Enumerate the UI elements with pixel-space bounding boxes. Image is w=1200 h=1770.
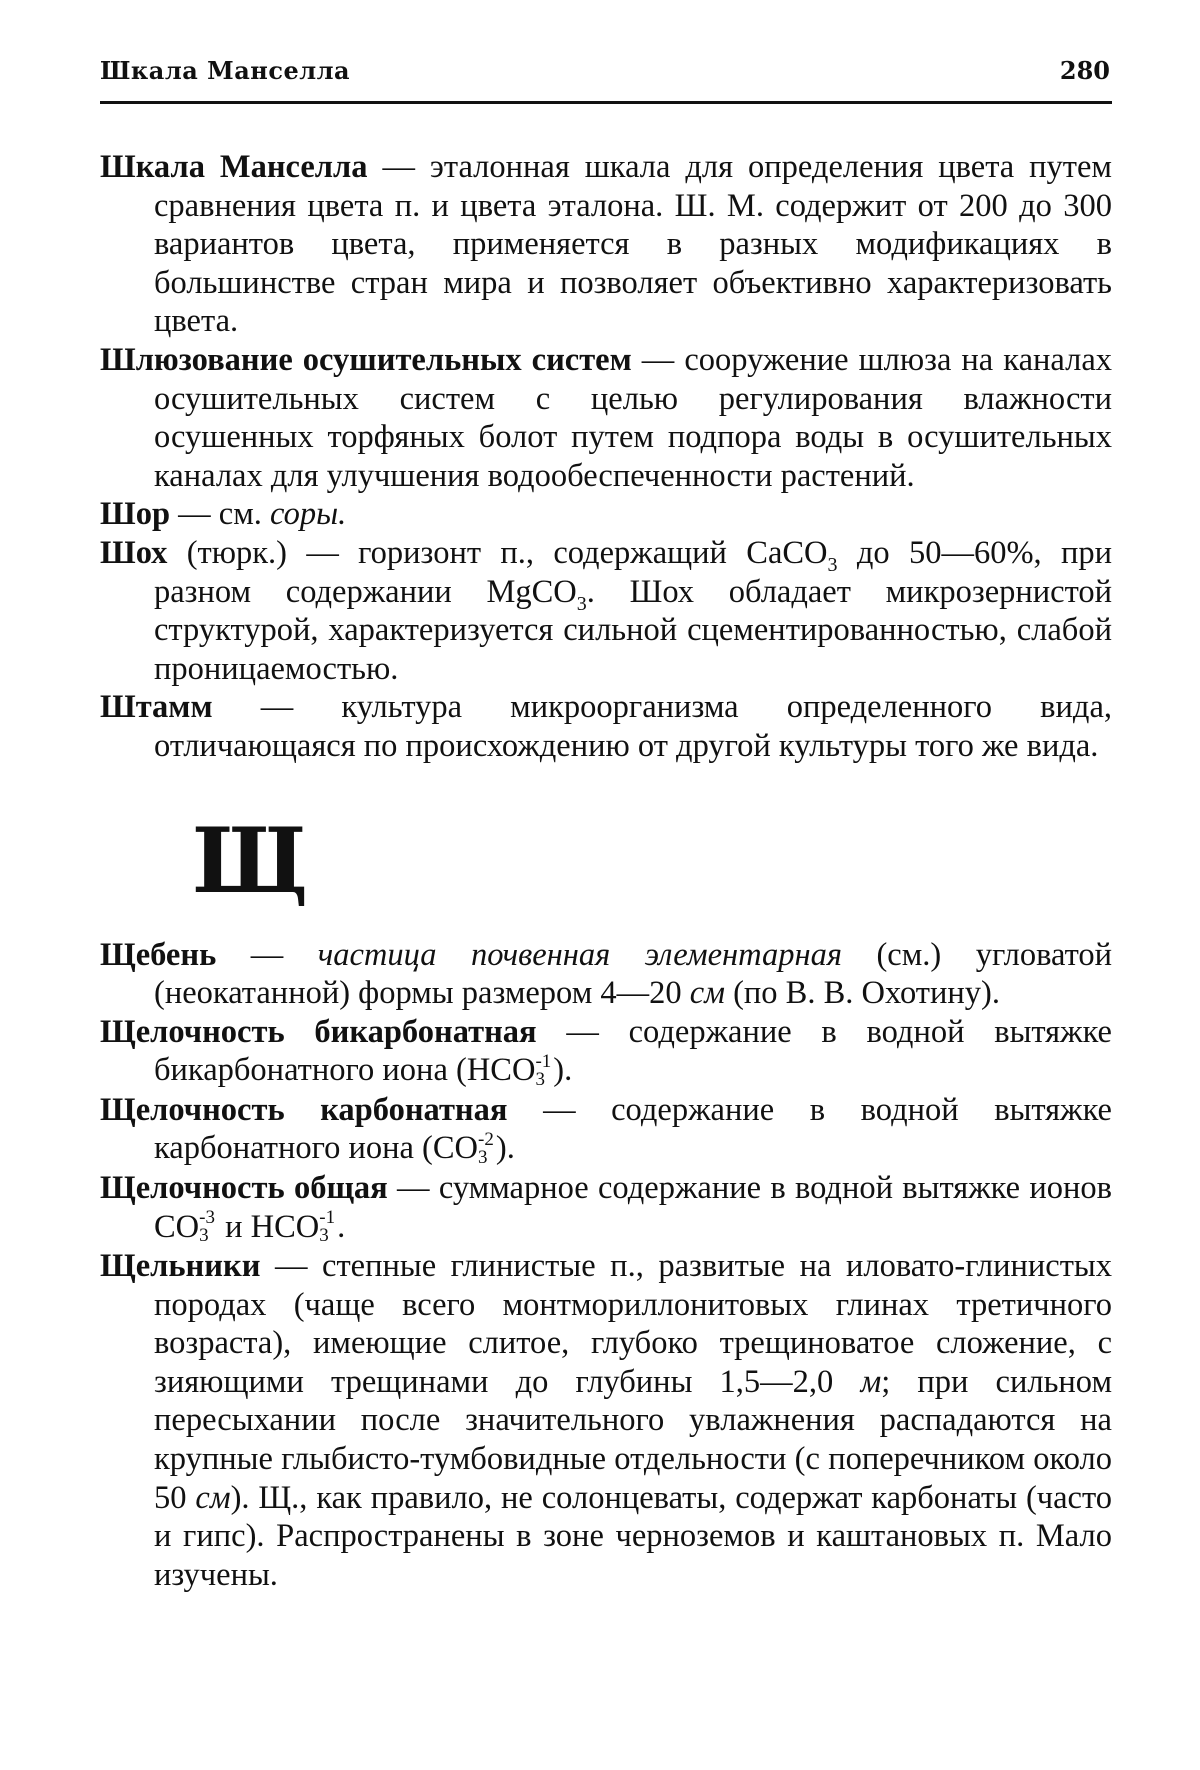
entry-text: (тюрк.) — горизонт п., содержащий CaCO <box>167 534 828 571</box>
entry-term: Щелочность карбонатная <box>100 1091 508 1128</box>
subscript: 3 <box>827 553 838 576</box>
entry-text: — культура микроорганизма определенного вида, отличающаяся по происхождению от другой культуры того же вида. <box>154 689 1112 764</box>
entry-term: Шох <box>100 534 168 571</box>
entry-text: — суммарное содержание в водной вытяжке ионов CO <box>154 1169 1112 1245</box>
cross-reference: частица почвенная элементарная <box>317 936 842 973</box>
entry-term: Щебень <box>100 936 217 973</box>
entry-term: Шлюзование осушительных систем <box>100 341 632 378</box>
entry-text: ). <box>553 1052 573 1089</box>
subscript: 3 <box>319 1225 329 1247</box>
cross-reference: соры. <box>270 496 347 533</box>
entry-shchelniki <box>100 1247 1112 1594</box>
dictionary-entries <box>100 148 1112 1594</box>
page-number: 280 <box>1059 56 1110 85</box>
entry-sluicing <box>100 341 1112 495</box>
entry-term: Шор <box>100 496 171 533</box>
entry-text: . <box>337 1208 346 1245</box>
unit: см <box>195 1479 231 1516</box>
sub-sup-stack <box>535 1050 552 1090</box>
entry-text: (см.) угловатой (неокатанной) формы размером 4—20 <box>154 936 1113 1012</box>
entry-strain <box>100 688 1112 765</box>
superscript: -2 <box>478 1128 494 1150</box>
entry-term: Штамм <box>100 689 213 726</box>
header-rule <box>100 101 1112 104</box>
superscript: -1 <box>535 1050 552 1072</box>
sub-sup-stack <box>319 1209 335 1245</box>
entry-text: — степные глинистые п., развитые на иловато-глинистых породах (чаще всего монтмориллонитовых глинах третичного возраста), имеющие слитое, глубоко трещиноватое сложение, с зияющими трещинами до глубины 1,5—2,0 <box>154 1248 1112 1400</box>
superscript: -3 <box>199 1207 215 1229</box>
entry-bicarbonate-alkalinity <box>100 1013 1112 1091</box>
entry-term: Щельники <box>100 1248 261 1285</box>
entry-text: . Шох обладает микрозернистой структурой, характеризуется сильной сцементированностью, слабой проницаемостью. <box>154 573 1112 687</box>
entry-text: до 50—60%, при разном содержании MgCO <box>154 534 1112 610</box>
subscript: 3 <box>478 1146 488 1168</box>
entry-text: ; при сильном пересыхании после значительного увлажнения распадаются на крупные глыбисто-тумбовидные отдельности (с поперечником около 50 <box>154 1363 1113 1516</box>
entry-total-alkalinity <box>100 1169 1112 1247</box>
entry-text: — <box>216 936 318 973</box>
running-head <box>100 56 1110 96</box>
entry-text: ). <box>495 1130 515 1167</box>
entry-munsell-scale <box>100 148 1112 341</box>
entry-text: — содержание в водной вытяжке бикарбонатного иона (HCO <box>154 1013 1112 1089</box>
entry-shor <box>100 495 1112 534</box>
entry-text: — сооружение шлюза на каналах осушительных систем с целью регулирования влажности осушенных торфяных болот путем подпора воды в осушительных каналах для улучшения водообеспеченности растений. <box>154 341 1112 494</box>
entry-text: — см. <box>170 496 271 533</box>
running-title: Шкала Манселла <box>100 56 351 85</box>
entry-term: Щелочность бикарбонатная <box>100 1013 537 1050</box>
section-letter: Щ <box>192 807 311 914</box>
entry-text: — эталонная шкала для определения цвета путем сравнения цвета п. и цвета эталона. Ш. М. содержит от 200 до 300 вариантов цвета, применяется в разных модификациях в большинстве стран мира и позволяет объективно характеризовать цвета. <box>154 149 1113 340</box>
entry-shokh <box>100 534 1112 688</box>
entry-text: — содержание в водной вытяжке карбонатного иона (CO <box>154 1091 1112 1167</box>
subscript: 3 <box>576 592 587 615</box>
sub-sup-stack <box>478 1128 494 1168</box>
subscript: 3 <box>535 1068 545 1090</box>
entry-gravel <box>100 936 1112 1013</box>
entry-term: Щелочность общая <box>100 1169 388 1206</box>
superscript: -1 <box>319 1207 336 1229</box>
sub-sup-stack <box>199 1209 215 1245</box>
unit: м <box>860 1363 882 1400</box>
entry-text: (по В. В. Охотину). <box>724 975 1000 1012</box>
entry-term: Шкала Манселла <box>100 149 368 185</box>
subscript: 3 <box>199 1225 209 1247</box>
entry-carbonate-alkalinity <box>100 1091 1112 1169</box>
unit: см <box>689 975 725 1012</box>
entry-text: и HCO <box>216 1208 320 1245</box>
entry-text: ). Щ., как правило, не солонцеваты, содержат карбонаты (часто и гипс). Распространены в зоне черноземов и каштановых п. Мало изучены. <box>154 1479 1112 1593</box>
